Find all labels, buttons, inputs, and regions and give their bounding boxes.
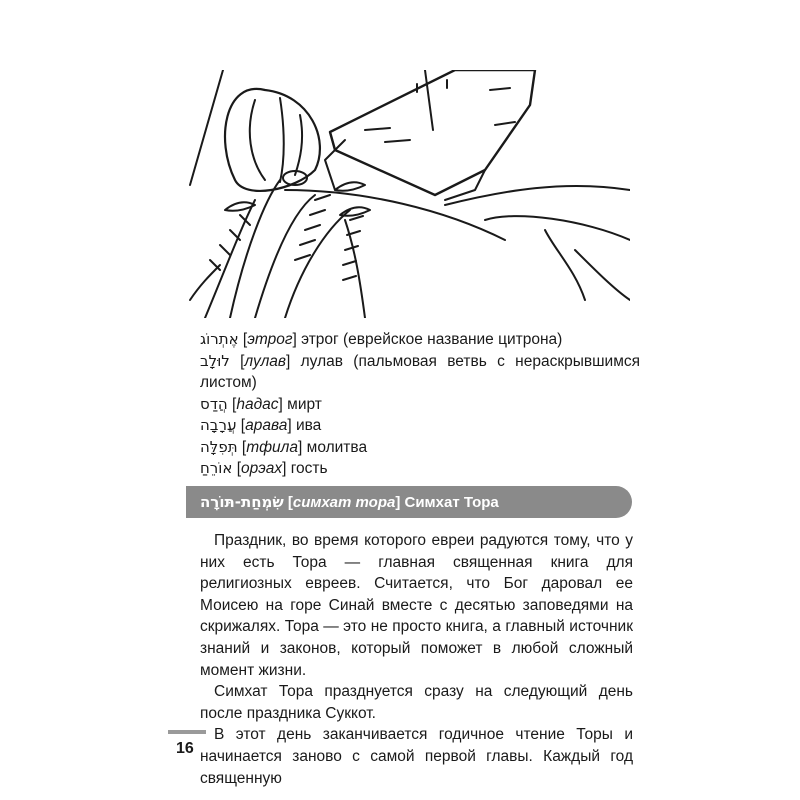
body-text: [200, 530, 633, 789]
paragraph: В этот день заканчивается годичное чтение Торы и начинается заново с самой первой главы. Каждый год священную: [200, 726, 633, 787]
vocabulary-list: [200, 329, 640, 480]
paragraph: Праздник, во время которого евреи радуются тому, что у них есть Тора — главная священная книга для религиозных евреев. Считается, что Бог даровал ее Моисею на горе Синай вместе с десятью заповедями на скрижалях. Тора — это не просто книга, а главный источник знаний и законов, который поможет в любой сложный момент жизни.: [200, 532, 633, 679]
vocab-entry-etrog: אֶתְרוֹג [этрог] этрог (еврейское название цитрона): [200, 330, 563, 348]
section-title: Симхат Тора: [404, 494, 499, 511]
section-heading-banner: שִׂמְחַת-תּוֹרָה [симхат тора] Симхат Тора: [186, 486, 632, 518]
vocab-entry-tfila: תְּפִלָּה [тфила] молитва: [200, 437, 368, 456]
vocab-meaning: молитва: [306, 438, 368, 456]
vocab-hebrew: תְּפִלָּה: [200, 437, 238, 456]
vocab-entry-lulav: לוּלָב [лулав] лулав (пальмовая ветвь с нераскрывшимся листом): [200, 351, 640, 391]
vocab-hebrew: עֲרָבָה: [200, 416, 237, 434]
vocab-meaning: мирт: [287, 395, 322, 413]
vocab-entry-arava: עֲרָבָה [арава] ива: [200, 416, 322, 434]
vocab-entry-hadas: הֲדַס [hадас] мирт: [200, 394, 322, 413]
vocab-hebrew: לוּלָב: [200, 351, 230, 370]
vocab-hebrew: אוֹרֵחַ: [200, 459, 233, 477]
vocab-translit: орэах: [241, 460, 283, 477]
page-number-rule: [168, 730, 206, 734]
vocab-hebrew: הֲדַס: [200, 394, 228, 413]
vocab-translit: тфила: [246, 438, 299, 456]
vocab-meaning: лулав (пальмовая ветвь с нераскрывшимся листом): [200, 352, 640, 391]
etrog-lulav-illustration: [185, 70, 630, 318]
paragraph: Симхат Тора празднуется сразу на следующий день после праздника Суккот.: [200, 683, 633, 722]
section-translit: симхат тора: [292, 494, 396, 511]
vocab-translit: лулав: [244, 352, 287, 370]
vocab-hebrew: אֶתְרוֹג: [200, 330, 239, 348]
vocab-translit: hадас: [236, 395, 279, 413]
vocab-translit: арава: [245, 417, 288, 434]
vocab-meaning: гость: [290, 460, 328, 477]
page-number: 16: [176, 740, 194, 757]
vocab-translit: этрог: [247, 331, 293, 348]
vocab-meaning: ива: [295, 417, 322, 434]
vocab-meaning: этрог (еврейское название цитрона): [301, 331, 563, 348]
section-hebrew: שִׂמְחַת-תּוֹרָה: [200, 493, 284, 511]
vocab-entry-oreah: אוֹרֵחַ [орэах] гость: [200, 459, 328, 477]
